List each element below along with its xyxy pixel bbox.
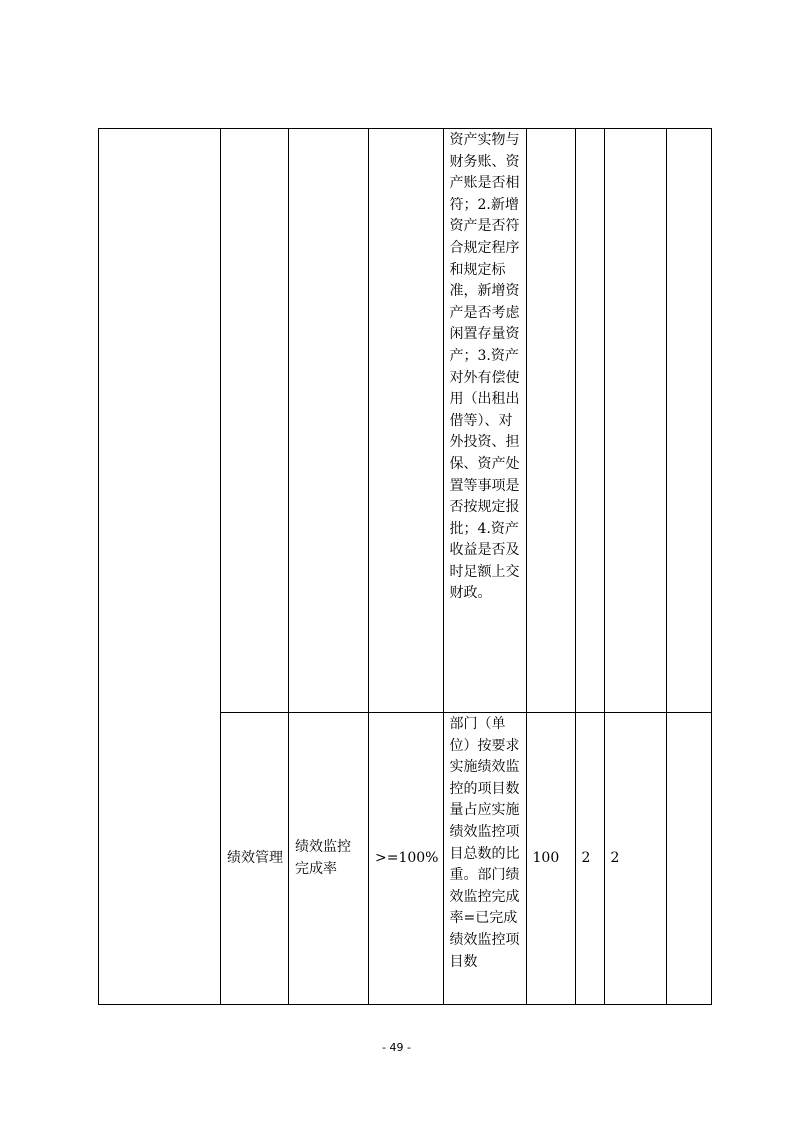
level2-cell: 绩效管理 bbox=[221, 713, 289, 1005]
indicator-table bbox=[98, 128, 712, 1005]
target-cell: >=100% bbox=[369, 713, 444, 1005]
table-row bbox=[99, 129, 712, 713]
criteria-cell bbox=[443, 129, 526, 713]
level2-cell bbox=[221, 129, 289, 713]
criteria-cell bbox=[443, 713, 526, 1005]
note-cell bbox=[666, 129, 711, 713]
level1-cell bbox=[99, 129, 221, 1005]
target-cell bbox=[369, 129, 444, 713]
note-cell bbox=[666, 713, 711, 1005]
level3-cell bbox=[289, 129, 369, 713]
criteria-text: 部门（单位）按要求实施绩效监控的项目数量占应实施绩效监控项目总数的比重。部门绩效监控完成率=已完成绩效监控项目数 bbox=[449, 716, 520, 970]
weight-cell: 2 bbox=[575, 713, 604, 1005]
weight-cell bbox=[575, 129, 604, 713]
score-cell: 2 bbox=[604, 713, 666, 1005]
criteria-text: 资产实物与财务账、资产账是否相符；2.新增资产是否符合规定程序和规定标准，新增资产是否考虑闲置存量资产；3.资产对外有偿使用（出租出借等）、对外投资、担保、资产处置等事项是否按规定报批；4.资产收益是否及时足额上交财政。 bbox=[449, 132, 520, 602]
level3-cell: 绩效监控完成率 bbox=[289, 713, 369, 1005]
page-number: - 49 - bbox=[382, 1041, 411, 1054]
score-cell bbox=[604, 129, 666, 713]
actual-cell: 100 bbox=[526, 713, 575, 1005]
actual-cell bbox=[526, 129, 575, 713]
